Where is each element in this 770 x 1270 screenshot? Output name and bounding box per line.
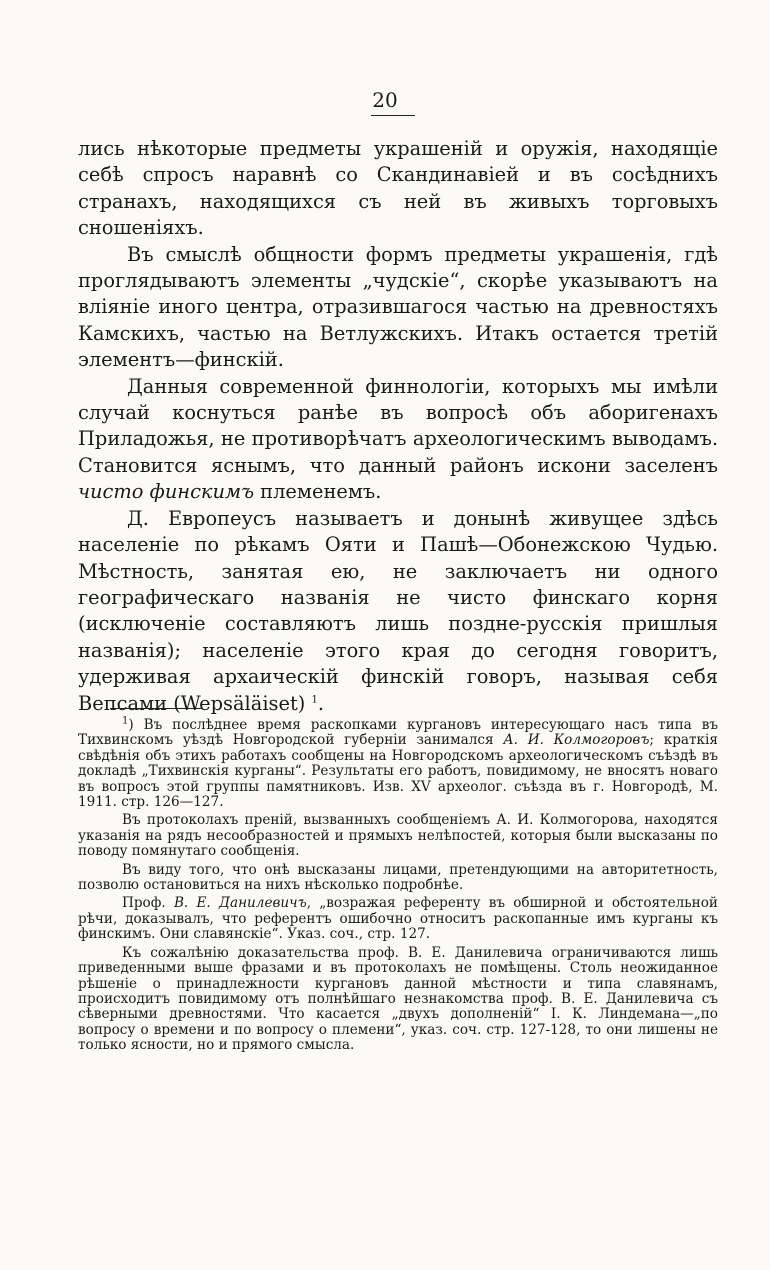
paragraph-3-end: племенемъ.: [254, 480, 382, 504]
paragraph-4-end: .: [317, 691, 325, 715]
footnote-4-author: В. Е. Данилевичъ: [173, 895, 307, 912]
footnote-1-text-a: ) Въ послѣднее время раскопками кургановъ интересующаго насъ типа въ Тихвинскомъ уѣздѣ Новгородской губерніи занимался: [78, 717, 718, 749]
page-number: 20: [372, 88, 398, 112]
paragraph-3-text: Данныя современной финнологіи, которыхъ мы имѣли случай коснуться ранѣе въ вопросѣ объ аборигенахъ Приладожья, не противорѣчатъ археологическимъ выводамъ. Становится яснымъ, что данный районъ искони заселенъ: [78, 374, 718, 477]
main-text: [78, 136, 718, 717]
paragraph-4-text: Д. Европеусъ называетъ и донынѣ живущее здѣсь населеніе по рѣкамъ Ояти и Пашѣ—Обонежскою Чудью. Мѣстность, занятая ею, не заключаетъ ни одного географическаго названія не чисто финскаго корня (исключеніе составляютъ лишь поздне-русскія пришлыя названія); населеніе этого края до сегодня говоритъ, удерживая архаическій финскій говоръ, называя себя Вепсами (Wepsäläiset): [78, 506, 718, 715]
footnote-2: Въ протоколахъ преній, вызванныхъ сообщеніемъ А. И. Колмогорова, находятся указанія на рядъ несообразностей и прямыхъ нелѣпостей, которыя были высказаны по поводу помянутаго сообщенія.: [78, 812, 718, 860]
footnote-1-author: А. И. Колмогоровъ: [503, 732, 650, 749]
paragraph-1: лись нѣкоторые предметы украшеній и оружія, находящіе себѣ спросъ наравнѣ со Скандинавіей и въ сосѣднихъ странахъ, находящихся съ ней въ живыхъ торговыхъ сношеніяхъ.: [78, 137, 718, 240]
paragraph-3-italic: чисто финскимъ: [78, 480, 255, 504]
footnotes: [78, 715, 718, 1057]
page-number-underline: [371, 115, 415, 116]
paragraph-2: Въ смыслѣ общности формъ предметы украшенія, гдѣ проглядываютъ элементы „чудскіе“, скорѣе указываютъ на вліяніе иного центра, отразившагося частью на древностяхъ Камскихъ, частью на Ветлужскихъ. Итакъ остается третій элементъ—финскій.: [78, 242, 718, 372]
footnote-1-text-b: ; краткія свѣдѣнія объ этихъ работахъ сообщены на Новгородскомъ археологическомъ съѣздѣ въ докладѣ „Тихвинскія курганы“. Результаты его работъ, повидимому, не вносятъ новаго въ вопросъ этой группы памятниковъ. Изв. XV археолог. съѣзда въ г. Новгородѣ, М. 1911. стр. 126—127.: [78, 732, 718, 811]
footnote-3: Въ виду того, что онѣ высказаны лицами, претендующими на авторитетность, позволю остановиться на нихъ нѣсколько подробнѣе.: [78, 861, 718, 894]
footnote-4-text-b: , „возражая референту въ обширной и обстоятельной рѣчи, доказывалъ, что референтъ ошибочно относитъ раскопанные имъ курганы къ финскимъ. Они славянскіе“. Указ. соч., стр. 127.: [78, 895, 718, 943]
footnote-1: [78, 715, 718, 811]
footnote-4: [78, 896, 718, 942]
footnote-reference[interactable]: 1: [311, 694, 318, 706]
footnote-4-text-a: Проф.: [122, 895, 174, 912]
paragraph-4: [78, 506, 718, 717]
footnote-separator: [110, 708, 202, 709]
footnote-5: Къ сожалѣнію доказательства проф. В. Е. Данилевича ограничиваются лишь приведенными выше фразами и въ протоколахъ не помѣщены. Столь неожиданное рѣшеніе о принадлежности кургановъ данной мѣстности и типа славянамъ, происходитъ повидимому отъ полнѣйшаго незнакомства проф. В. Е. Данилевича съ сѣверными древностями. Что касается „двухъ дополненій“ І. К. Линдемана—„по вопросу о времени и по вопросу о племени“, указ. соч. стр. 127-128, то они лишены не только ясности, но и прямого смысла.: [78, 944, 718, 1054]
footnote-marker: 1: [122, 715, 129, 727]
paragraph-3: [78, 374, 718, 506]
